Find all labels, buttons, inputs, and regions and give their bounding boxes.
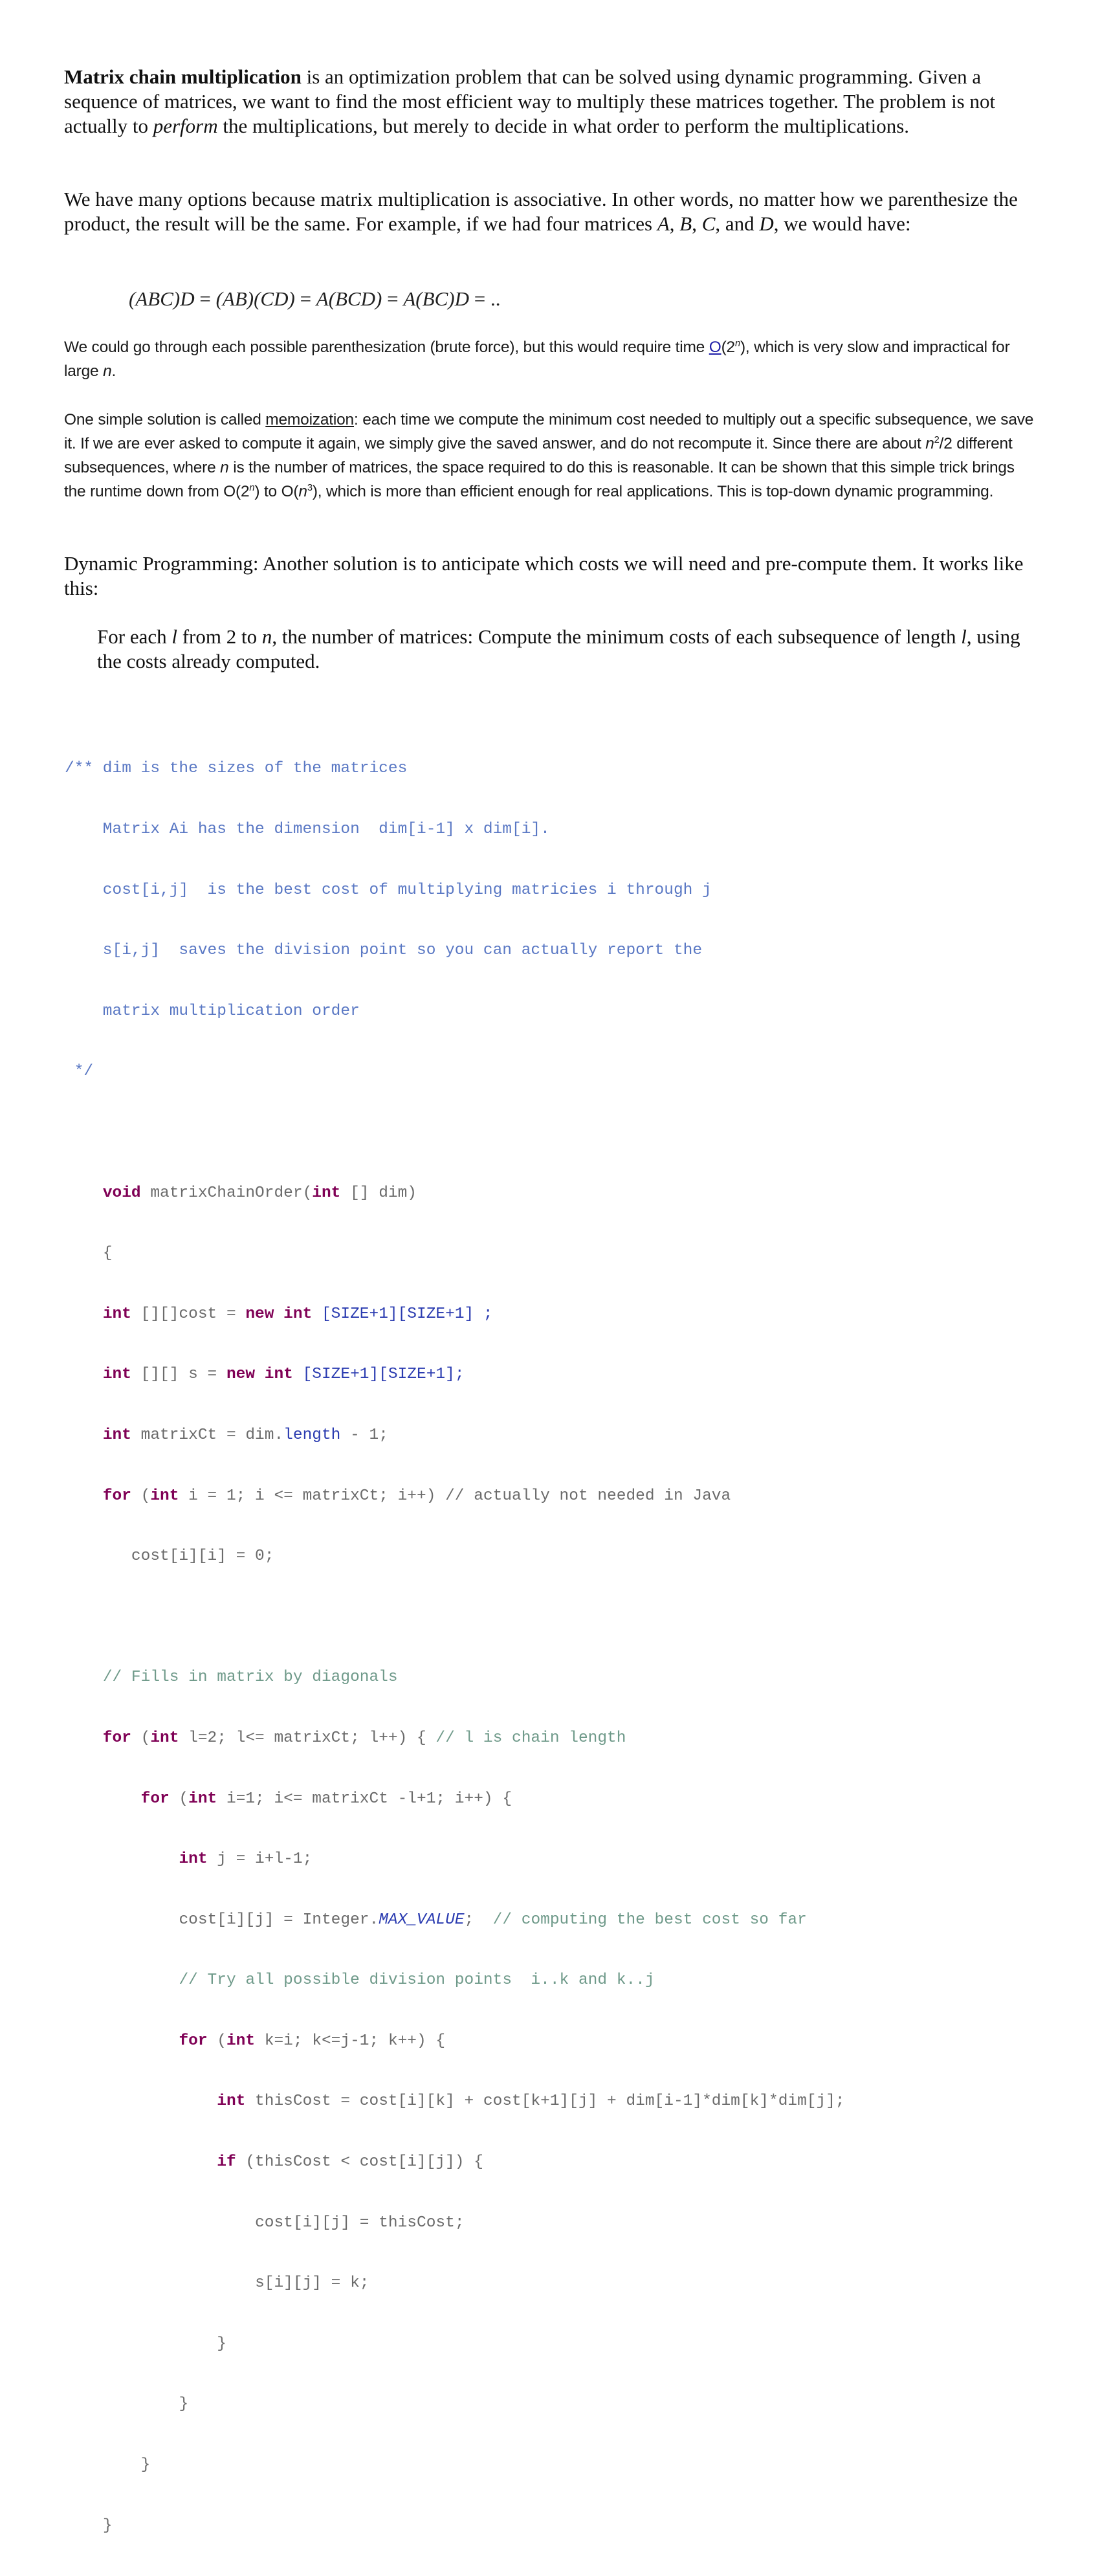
brute-force-paragraph: We could go through each possible parenthesization (brute force), but this would require time O(2$^n$), which is very slow and impractical for large n. [64, 338, 1010, 380]
code-line: int [][] s = new int [SIZE+1][SIZE+1]; [102, 1366, 465, 1384]
emphasis-perform: perform [153, 115, 218, 137]
code-line: if (thisCost < cost[i][j]) { [217, 2153, 483, 2171]
javadoc-line: Matrix Ai has the dimension dim[i-1] x dim[i]. [65, 821, 550, 838]
code-line: cost[i][j] = thisCost; [255, 2214, 465, 2232]
javadoc-line: matrix multiplication order [65, 1002, 360, 1020]
code-line: } [217, 2335, 226, 2353]
comment-line: // Fills in matrix by diagonals [102, 1669, 398, 1687]
code-line: } [179, 2395, 189, 2414]
code-line: cost[i][j] = Integer.MAX_VALUE; // computing the best cost so far [179, 1911, 807, 1929]
javadoc-line: cost[i,j] is the best cost of multiplying matricies i through j [65, 881, 712, 899]
code-line: int [][]cost = new int [SIZE+1][SIZE+1] ; [102, 1305, 493, 1323]
code-line: s[i][j] = k; [255, 2274, 369, 2293]
code-line: } [140, 2456, 151, 2474]
dynamic-programming-paragraph: Dynamic Programming: Another solution is to anticipate which costs we will need and pre-compute them. It works like this: [64, 552, 1024, 599]
associativity-paragraph: We have many options because matrix multiplication is associative. In other words, no matter how we parenthesize the product, the result will be the same. For example, if we had four matrices A, B, C, and D, we would have: [64, 188, 1018, 235]
code-line: for (int l=2; l<= matrixCt; l++) { // l is chain length [102, 1729, 626, 1747]
intro-paragraph: Matrix chain multiplication is an optimization problem that can be solved using dynamic programming. Given a sequence of matrices, we want to find the most efficient way to multiply these matrices together. The problem is not actually to perform the multiplications, but merely to decide in what order to perform the multiplications. [64, 65, 996, 137]
code-listing [65, 718, 845, 2576]
memoization-term: memoization [265, 411, 354, 428]
javadoc-line: /** dim is the sizes of the matrices [65, 760, 408, 778]
memoization-paragraph: One simple solution is called memoization: each time we compute the minimum cost needed to multiply out a specific subsequence, we save it. If we are ever asked to compute it again, we simply give the saved answer, and do not recompute it. Since there are about $n^2/2$ different subsequences, where n is the number of matrices, the space required to do this is reasonable. It can be shown that this simple trick brings the runtime down from O(2$^n$) to $O(n^3)$, which is more than efficient enough for real applications. This is top-down dynamic programming. [64, 411, 1034, 500]
comment-line: // Try all possible division points i..k and k..j [179, 1971, 655, 1990]
code-line: cost[i][i] = 0; [102, 1548, 274, 1566]
big-o-link[interactable]: O [709, 339, 721, 356]
code-line: int thisCost = cost[i][k] + cost[k+1][j] + dim[i-1]*dim[k]*dim[j]; [217, 2093, 845, 2111]
code-line: { [102, 1245, 113, 1263]
code-line: for (int k=i; k<=j-1; k++) { [179, 2032, 446, 2050]
javadoc-line: */ [65, 1063, 94, 1081]
method-signature: void matrixChainOrder(int [] dim) [102, 1184, 417, 1202]
parenthesization-formula: (ABC)D = (AB)(CD) = A(BCD) = A(BC)D = .. [129, 287, 501, 310]
code-line: int matrixCt = dim.length - 1; [102, 1426, 388, 1444]
algorithm-description: For each l from 2 to n, the number of matrices: Compute the minimum costs of each subsequence of length l, using the costs already computed. [97, 625, 1020, 672]
javadoc-line: s[i,j] saves the division point so you can actually report the [65, 942, 703, 960]
code-line: int j = i+l-1; [179, 1850, 313, 1869]
code-line: for (int i=1; i<= matrixCt -l+1; i++) { [140, 1790, 512, 1808]
code-line: } [102, 2516, 113, 2535]
code-line: for (int i = 1; i <= matrixCt; i++) // actually not needed in Java [102, 1487, 731, 1505]
term-bold: Matrix chain multiplication [64, 65, 302, 88]
